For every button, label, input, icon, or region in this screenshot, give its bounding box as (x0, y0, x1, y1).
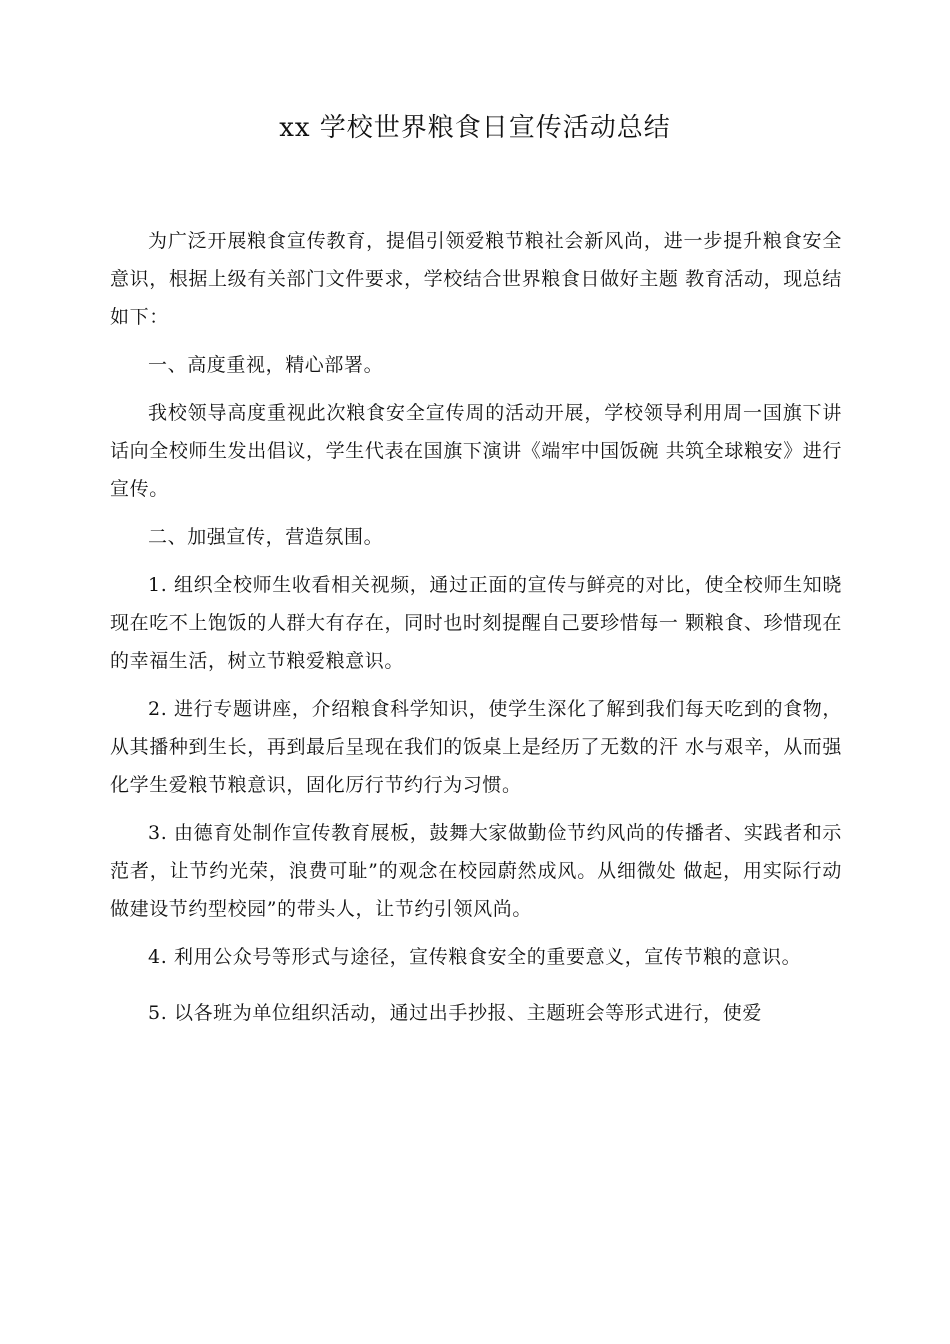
document-body (110, 212, 842, 1032)
section-heading-2: 二、加强宣传，营造氛围。 (148, 526, 384, 548)
list-item-4: 4. 利用公众号等形式与途径，宣传粮食安全的重要意义，宣传节粮的意识。 (148, 946, 802, 968)
list-item-3: 3. 由德育处制作宣传教育展板，鼓舞大家做勤俭节约风尚的传播者、实践者和示范者，让节约光荣，浪费可耻”的观念在校园蔚然成风。从细微处 做起，用实际行动做建设节约型校园”的带头人，让节约引领风尚。 (110, 822, 842, 920)
section-heading-1: 一、高度重视，精心部署。 (148, 354, 384, 376)
document-title: xx 学校世界粮食日宣传活动总结 (279, 113, 671, 143)
list-item-1: 1. 组织全校师生收看相关视频，通过正面的宣传与鲜亮的对比，使全校师生知晓现在吃不上饱饭的人群大有存在，同时也时刻提醒自己要珍惜每一 颗粮食、珍惜现在的幸福生活，树立节粮爱粮意识。 (110, 574, 842, 672)
list-item-2: 2. 进行专题讲座，介绍粮食科学知识，使学生深化了解到我们每天吃到的食物，从其播种到生长，再到最后呈现在我们的饭桌上是经历了无数的汗 水与艰辛，从而强化学生爱粮节粮意识，固化厉行节约行为习惯。 (110, 698, 842, 796)
paragraph-intro: 为广泛开展粮食宣传教育，提倡引领爱粮节粮社会新风尚，进一步提升粮食安全意识，根据上级有关部门文件要求，学校结合世界粮食日做好主题 教育活动，现总结如下： (110, 230, 842, 328)
list-item-5: 5. 以各班为单位组织活动，通过出手抄报、主题班会等形式进行，使爱 (148, 1002, 762, 1024)
paragraph-section-1: 我校领导高度重视此次粮食安全宣传周的活动开展，学校领导利用周一国旗下讲话向全校师生发出倡议，学生代表在国旗下演讲《端牢中国饭碗 共筑全球粮安》进行宣传。 (110, 402, 842, 500)
